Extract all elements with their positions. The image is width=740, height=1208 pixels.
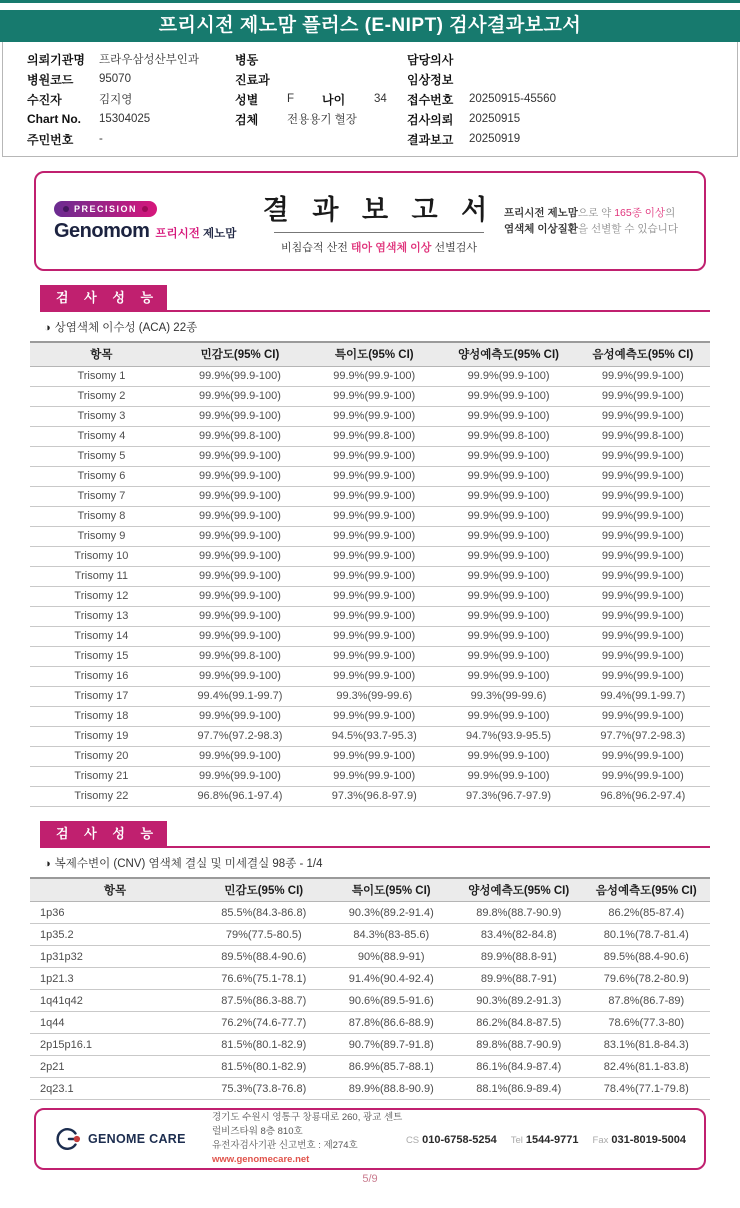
table-cell: 99.3%(99-99.6)	[307, 686, 441, 706]
table-cell: 83.1%(81.8-84.3)	[583, 1034, 711, 1056]
column-header: 음성예측도(95% CI)	[583, 878, 711, 902]
table-cell: 97.3%(96.8-97.9)	[307, 786, 441, 806]
table-row	[30, 426, 710, 446]
info-row	[407, 49, 737, 69]
field-value: 김지영	[99, 94, 133, 106]
table-row	[30, 1034, 710, 1056]
table-row	[30, 946, 710, 968]
column-header: 양성예측도(95% CI)	[441, 342, 575, 366]
table-cell: Trisomy 13	[30, 606, 173, 626]
table-header-row	[30, 342, 710, 366]
table-row	[30, 466, 710, 486]
table-cell: 99.9%(99.9-100)	[307, 526, 441, 546]
table-cell: 78.4%(77.1-79.8)	[583, 1078, 711, 1100]
table-cell: 99.9%(99.8-100)	[576, 426, 710, 446]
column-header: 양성예측도(95% CI)	[455, 878, 583, 902]
table-cell: 97.7%(97.2-98.3)	[576, 726, 710, 746]
table-cell: 79.6%(78.2-80.9)	[583, 968, 711, 990]
table-cell: 99.9%(99.9-100)	[307, 646, 441, 666]
table-cell: Trisomy 21	[30, 766, 173, 786]
info-row	[235, 49, 407, 69]
table-cell: 99.9%(99.9-100)	[173, 446, 307, 466]
footer-registration: 유전자검사기관 신고번호 : 제274호	[212, 1140, 358, 1151]
table-cell: 94.7%(93.9-95.5)	[441, 726, 575, 746]
table-cell: 89.5%(88.4-90.6)	[583, 946, 711, 968]
table-row	[30, 924, 710, 946]
table-cell: 99.9%(99.9-100)	[307, 626, 441, 646]
report-banner-title: 결 과 보 고 서	[262, 194, 496, 225]
table-cell: 1p31p32	[30, 946, 200, 968]
column-header: 항목	[30, 878, 200, 902]
brand-name: Genomom	[54, 220, 150, 242]
field-label: 임상정보	[407, 72, 454, 87]
field-value: 전용용기 혈장	[287, 114, 357, 126]
table-cell: 99.9%(99.8-100)	[173, 426, 307, 446]
column-header: 민감도(95% CI)	[173, 342, 307, 366]
field-value: 20250919	[469, 133, 521, 145]
table-cell: Trisomy 17	[30, 686, 173, 706]
field-label: 검체	[235, 112, 259, 127]
table-cell: Trisomy 7	[30, 486, 173, 506]
info-row	[235, 69, 407, 89]
field-label: 병원코드	[27, 72, 74, 87]
table-row	[30, 1078, 710, 1100]
table-cell: 87.5%(86.3-88.7)	[200, 990, 328, 1012]
table-row	[30, 666, 710, 686]
table-cell: 81.5%(80.1-82.9)	[200, 1034, 328, 1056]
table-cell: 99.9%(99.9-100)	[307, 746, 441, 766]
table-cell: 90.7%(89.7-91.8)	[328, 1034, 456, 1056]
table-cell: 99.9%(99.9-100)	[441, 626, 575, 646]
table-cell: 80.1%(78.7-81.4)	[583, 924, 711, 946]
page-number: 5/9	[362, 1173, 378, 1185]
genomom-logo	[54, 199, 254, 243]
table-cell: 99.9%(99.9-100)	[307, 606, 441, 626]
table-cell: 85.5%(84.3-86.8)	[200, 902, 328, 924]
table-cell: 99.9%(99.9-100)	[576, 746, 710, 766]
brand-kr-dark: 제노맘	[203, 228, 237, 240]
table-cell: 96.8%(96.2-97.4)	[576, 786, 710, 806]
field-value: -	[99, 133, 103, 145]
table-cell: 99.9%(99.9-100)	[441, 366, 575, 386]
field-value: 20250915	[469, 113, 521, 125]
info-row	[407, 109, 737, 129]
aca-performance-table	[30, 341, 710, 807]
table-cell: 99.9%(99.9-100)	[173, 766, 307, 786]
table-cell: 99.9%(99.9-100)	[576, 606, 710, 626]
table-cell: 99.9%(99.9-100)	[173, 406, 307, 426]
title-underline	[274, 232, 484, 233]
field-value: 20250915-45560	[469, 93, 556, 105]
table-cell: 2p15p16.1	[30, 1034, 200, 1056]
table-cell: 83.4%(82-84.8)	[455, 924, 583, 946]
table-row	[30, 386, 710, 406]
patient-info-col2	[235, 49, 407, 149]
table-cell: 99.9%(99.9-100)	[576, 766, 710, 786]
table-row	[30, 706, 710, 726]
table-row	[30, 566, 710, 586]
field-label: Chart No.	[27, 112, 81, 126]
field-label: 담당의사	[407, 52, 454, 67]
table-cell: 99.9%(99.9-100)	[173, 626, 307, 646]
table-cell: 89.9%(88.7-91)	[455, 968, 583, 990]
field-label: 진료과	[235, 72, 270, 87]
table-cell: Trisomy 1	[30, 366, 173, 386]
table-row	[30, 686, 710, 706]
table-cell: 99.9%(99.9-100)	[173, 366, 307, 386]
section1-header	[40, 285, 710, 312]
table-cell: Trisomy 14	[30, 626, 173, 646]
table-cell: 90%(88.9-91)	[328, 946, 456, 968]
table-cell: 99.9%(99.9-100)	[576, 526, 710, 546]
table-row	[30, 366, 710, 386]
footer-panel	[34, 1108, 706, 1170]
table-cell: Trisomy 2	[30, 386, 173, 406]
table-cell: 90.3%(89.2-91.3)	[455, 990, 583, 1012]
table-cell: Trisomy 15	[30, 646, 173, 666]
table-cell: 99.9%(99.9-100)	[441, 606, 575, 626]
table-cell: 99.9%(99.9-100)	[173, 526, 307, 546]
table-row	[30, 1012, 710, 1034]
table-cell: 99.9%(99.9-100)	[173, 606, 307, 626]
table-cell: 99.9%(99.9-100)	[173, 466, 307, 486]
table-cell: 96.8%(96.1-97.4)	[173, 786, 307, 806]
footer-address: 경기도 수원시 영통구 창룡대로 260, 광교 센트럴비즈타워 8층 810호	[212, 1111, 403, 1137]
cnv-performance-table	[30, 877, 710, 1101]
table-row	[30, 446, 710, 466]
table-cell: 76.2%(74.6-77.7)	[200, 1012, 328, 1034]
table-cell: 99.9%(99.9-100)	[576, 486, 710, 506]
section2-badge: 검 사 성 능	[40, 821, 167, 846]
table-row	[30, 746, 710, 766]
table-cell: 78.6%(77.3-80)	[583, 1012, 711, 1034]
table-cell: 99.9%(99.9-100)	[307, 386, 441, 406]
column-header: 특이도(95% CI)	[328, 878, 456, 902]
table-cell: 99.9%(99.9-100)	[307, 366, 441, 386]
table-cell: 94.5%(93.7-95.3)	[307, 726, 441, 746]
patient-info-col1	[27, 49, 235, 149]
table-cell: 89.8%(88.7-90.9)	[455, 1034, 583, 1056]
table-cell: 99.9%(99.9-100)	[307, 486, 441, 506]
table-cell: 86.2%(84.8-87.5)	[455, 1012, 583, 1034]
table-cell: 99.9%(99.9-100)	[441, 546, 575, 566]
table-cell: 99.3%(99-99.6)	[441, 686, 575, 706]
table-cell: 88.1%(86.9-89.4)	[455, 1078, 583, 1100]
table-cell: 99.9%(99.9-100)	[441, 666, 575, 686]
table-cell: 99.9%(99.8-100)	[441, 426, 575, 446]
table-cell: 99.9%(99.9-100)	[307, 406, 441, 426]
table-row	[30, 786, 710, 806]
table-row	[30, 506, 710, 526]
table-cell: 99.9%(99.9-100)	[173, 506, 307, 526]
info-row	[27, 109, 235, 129]
table-cell: 99.9%(99.9-100)	[576, 466, 710, 486]
table-cell: 99.9%(99.9-100)	[307, 446, 441, 466]
table-cell: 90.3%(89.2-91.4)	[328, 902, 456, 924]
table-cell: 1p35.2	[30, 924, 200, 946]
table-cell: Trisomy 8	[30, 506, 173, 526]
table-cell: Trisomy 12	[30, 586, 173, 606]
table-cell: 99.9%(99.9-100)	[307, 586, 441, 606]
table-cell: 1p36	[30, 902, 200, 924]
table-cell: 99.9%(99.9-100)	[173, 386, 307, 406]
section1-badge: 검 사 성 능	[40, 285, 167, 310]
table-cell: 99.9%(99.8-100)	[307, 426, 441, 446]
table-cell: 99.9%(99.9-100)	[441, 486, 575, 506]
brand-kr-pink: 프리시전	[155, 228, 200, 240]
table-cell: 99.9%(99.9-100)	[307, 666, 441, 686]
table-cell: 86.9%(85.7-88.1)	[328, 1056, 456, 1078]
table-cell: 2p21	[30, 1056, 200, 1078]
column-header: 항목	[30, 342, 173, 366]
top-accent-line	[0, 0, 740, 3]
badge-dot-icon	[142, 206, 148, 212]
field-value: 95070	[99, 73, 131, 85]
table-cell: Trisomy 18	[30, 706, 173, 726]
table-cell: Trisomy 3	[30, 406, 173, 426]
table-cell: 99.9%(99.9-100)	[173, 706, 307, 726]
table-cell: 90.6%(89.5-91.6)	[328, 990, 456, 1012]
report-banner-subtitle: 비침습적 산전 태아 염색체 이상 선별검사	[281, 241, 477, 254]
table-row	[30, 406, 710, 426]
table-cell: 97.3%(96.7-97.9)	[441, 786, 575, 806]
table-cell: 99.9%(99.9-100)	[441, 646, 575, 666]
table-cell: 99.9%(99.9-100)	[441, 466, 575, 486]
table-cell: 84.3%(83-85.6)	[328, 924, 456, 946]
table-cell: 99.9%(99.9-100)	[173, 486, 307, 506]
table-cell: 99.9%(99.9-100)	[307, 766, 441, 786]
table-cell: 89.8%(88.7-90.9)	[455, 902, 583, 924]
field-value: 34	[374, 93, 387, 105]
table-cell: Trisomy 6	[30, 466, 173, 486]
table-header-row	[30, 878, 710, 902]
table-cell: 99.9%(99.9-100)	[441, 566, 575, 586]
table-cell: 97.7%(97.2-98.3)	[173, 726, 307, 746]
info-row	[407, 129, 737, 149]
field-value: 프라우삼성산부인과	[99, 54, 199, 66]
genomecare-logo	[54, 1125, 212, 1153]
table-cell: 99.9%(99.9-100)	[307, 566, 441, 586]
table-row	[30, 586, 710, 606]
cs-contact: CS 010-6758-5254	[405, 1134, 497, 1146]
tel-contact: Tel 1544-9771	[510, 1134, 579, 1146]
table-cell: 99.9%(99.9-100)	[173, 666, 307, 686]
table-cell: Trisomy 19	[30, 726, 173, 746]
precision-badge	[54, 201, 157, 217]
table-cell: Trisomy 16	[30, 666, 173, 686]
column-header: 특이도(95% CI)	[307, 342, 441, 366]
table-cell: 81.5%(80.1-82.9)	[200, 1056, 328, 1078]
badge-dot-icon	[63, 206, 69, 212]
table-cell: 86.2%(85-87.4)	[583, 902, 711, 924]
table-cell: Trisomy 22	[30, 786, 173, 806]
table-cell: 99.9%(99.9-100)	[576, 386, 710, 406]
table-cell: Trisomy 11	[30, 566, 173, 586]
field-label: 의뢰기관명	[27, 52, 85, 67]
precision-badge-label: PRECISION	[74, 204, 138, 214]
field-label: 병동	[235, 52, 259, 67]
table-cell: 2q23.1	[30, 1078, 200, 1100]
table-cell: 89.5%(88.4-90.6)	[200, 946, 328, 968]
table-cell: 99.9%(99.9-100)	[173, 746, 307, 766]
table-cell: 99.4%(99.1-99.7)	[173, 686, 307, 706]
table-cell: 99.9%(99.9-100)	[173, 566, 307, 586]
table-row	[30, 626, 710, 646]
table-cell: 99.9%(99.9-100)	[173, 586, 307, 606]
table-cell: 99.9%(99.9-100)	[441, 766, 575, 786]
table-row	[30, 968, 710, 990]
table-cell: 99.9%(99.9-100)	[576, 506, 710, 526]
table-cell: 99.9%(99.9-100)	[576, 566, 710, 586]
footer-website-link[interactable]: www.genomecare.net	[212, 1154, 310, 1166]
info-row	[27, 129, 235, 149]
table-cell: 99.9%(99.9-100)	[441, 386, 575, 406]
table-row	[30, 1056, 710, 1078]
info-row	[27, 89, 235, 109]
table-cell: 76.6%(75.1-78.1)	[200, 968, 328, 990]
table-cell: 99.9%(99.9-100)	[441, 746, 575, 766]
table-cell: 87.8%(86.6-88.9)	[328, 1012, 456, 1034]
table-cell: 99.9%(99.9-100)	[576, 586, 710, 606]
info-row	[407, 69, 737, 89]
table-cell: 87.8%(86.7-89)	[583, 990, 711, 1012]
table-cell: Trisomy 9	[30, 526, 173, 546]
table-cell: 99.9%(99.9-100)	[576, 706, 710, 726]
field-label: 접수번호	[407, 92, 454, 107]
table-cell: 99.9%(99.9-100)	[576, 406, 710, 426]
patient-info-col3	[407, 49, 737, 149]
table-cell: 99.9%(99.9-100)	[576, 666, 710, 686]
table-cell: 99.9%(99.8-100)	[173, 646, 307, 666]
field-label: 성별	[235, 92, 259, 107]
table-cell: 99.9%(99.9-100)	[441, 526, 575, 546]
table-cell: 99.9%(99.9-100)	[307, 506, 441, 526]
table-cell: 91.4%(90.4-92.4)	[328, 968, 456, 990]
table-cell: 99.9%(99.9-100)	[576, 366, 710, 386]
table-cell: 99.9%(99.9-100)	[307, 546, 441, 566]
info-row	[407, 89, 737, 109]
table-cell: 99.9%(99.9-100)	[441, 446, 575, 466]
table-cell: 99.9%(99.9-100)	[576, 446, 710, 466]
table-cell: 99.9%(99.9-100)	[307, 466, 441, 486]
table-row	[30, 526, 710, 546]
section2-header	[40, 821, 710, 848]
table-row	[30, 646, 710, 666]
table-cell: Trisomy 20	[30, 746, 173, 766]
report-banner-note: 프리시전 제노맘으로 약 165종 이상의 염색체 이상질환을 선별할 수 있습니다	[504, 206, 678, 235]
table-cell: 99.9%(99.9-100)	[173, 546, 307, 566]
field-label: 결과보고	[407, 132, 454, 147]
table-cell: 99.4%(99.1-99.7)	[576, 686, 710, 706]
column-header: 음성예측도(95% CI)	[576, 342, 710, 366]
info-row	[27, 49, 235, 69]
table-cell: 99.9%(99.9-100)	[441, 586, 575, 606]
table-row	[30, 486, 710, 506]
result-report-banner	[34, 171, 706, 271]
table-cell: 99.9%(99.9-100)	[576, 626, 710, 646]
half-circle-icon: ◑	[44, 857, 51, 870]
table-cell: 1p21.3	[30, 968, 200, 990]
table-cell: Trisomy 10	[30, 546, 173, 566]
info-row	[235, 89, 407, 109]
info-row	[235, 109, 407, 129]
field-value: F	[287, 93, 295, 105]
field-label: 주민번호	[27, 132, 74, 147]
patient-info-panel	[2, 42, 738, 157]
table-cell: 99.9%(99.9-100)	[576, 546, 710, 566]
field-label: 수진자	[27, 92, 62, 107]
table-row	[30, 546, 710, 566]
table-cell: 86.1%(84.9-87.4)	[455, 1056, 583, 1078]
table-cell: 1q44	[30, 1012, 200, 1034]
table-cell: Trisomy 4	[30, 426, 173, 446]
table-row	[30, 902, 710, 924]
table-row	[30, 990, 710, 1012]
field-label: 나이	[322, 92, 346, 107]
table-cell: 99.9%(99.9-100)	[307, 706, 441, 726]
info-row	[27, 69, 235, 89]
fax-contact: Fax 031-8019-5004	[592, 1134, 686, 1146]
table-cell: 79%(77.5-80.5)	[200, 924, 328, 946]
table-cell: 89.9%(88.8-90.9)	[328, 1078, 456, 1100]
footer-address-block	[212, 1111, 406, 1168]
report-title-bar: 프리시전 제노맘 플러스 (E-NIPT) 검사결과보고서	[0, 10, 740, 42]
table-cell: 89.9%(88.8-91)	[455, 946, 583, 968]
table-cell: 82.4%(81.1-83.8)	[583, 1056, 711, 1078]
half-circle-icon: ◑	[44, 322, 51, 334]
field-value: 15304025	[99, 113, 151, 125]
table-cell: 99.9%(99.9-100)	[441, 706, 575, 726]
section1-subtitle: ◑ 상염색체 이수성 (ACA) 22종	[44, 322, 198, 334]
table-cell: 99.9%(99.9-100)	[576, 646, 710, 666]
table-cell: 99.9%(99.9-100)	[441, 506, 575, 526]
table-row	[30, 606, 710, 626]
footer-contacts	[406, 1130, 686, 1148]
genomecare-logo-icon	[54, 1125, 82, 1153]
table-cell: 75.3%(73.8-76.8)	[200, 1078, 328, 1100]
table-cell: 99.9%(99.9-100)	[441, 406, 575, 426]
table-cell: 1q41q42	[30, 990, 200, 1012]
genomecare-logo-text: GENOME CARE	[88, 1132, 186, 1146]
table-row	[30, 766, 710, 786]
column-header: 민감도(95% CI)	[200, 878, 328, 902]
table-cell: Trisomy 5	[30, 446, 173, 466]
field-label: 검사의뢰	[407, 112, 454, 127]
table-row	[30, 726, 710, 746]
section2-subtitle: ◑ 복제수변이 (CNV) 염색체 결실 및 미세결실 98종 - 1/4	[44, 857, 323, 870]
